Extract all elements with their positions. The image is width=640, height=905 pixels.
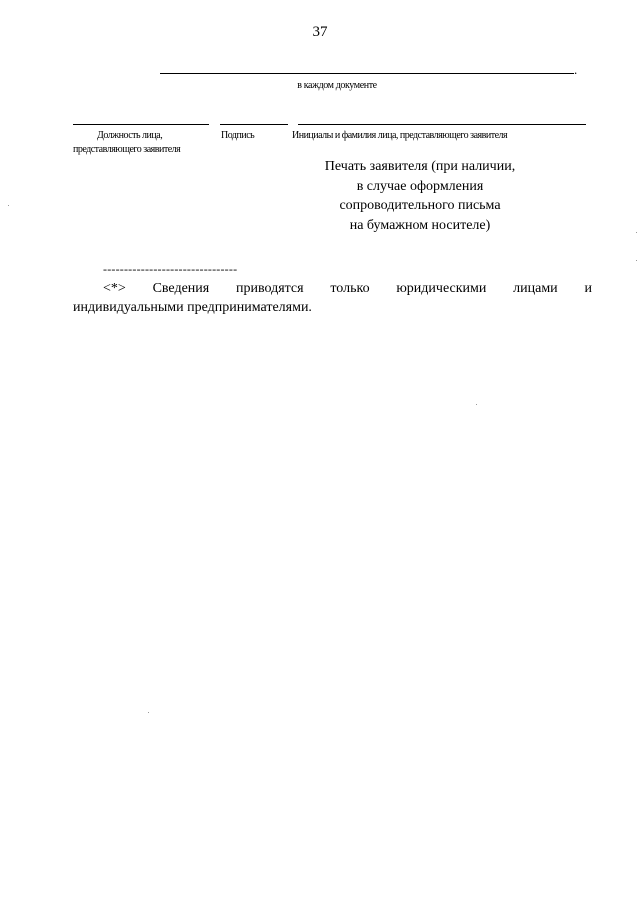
stamp-line-1: Печать заявителя (при наличии, xyxy=(324,159,516,174)
stamp-line-3: сопроводительного письма xyxy=(339,198,501,213)
scan-speck xyxy=(636,260,637,261)
scan-speck xyxy=(8,205,9,206)
footnote-word: Сведения xyxy=(152,281,210,296)
footnote-word: приводятся xyxy=(235,281,304,296)
footnote-line-2: индивидуальными предпринимателями. xyxy=(73,300,312,315)
footnote-word: только xyxy=(330,281,370,296)
signature-label: Подпись xyxy=(221,130,255,141)
footnote-word: юридическими xyxy=(396,281,487,296)
position-signature-line xyxy=(73,124,209,125)
stamp-line-4: на бумажном носителе) xyxy=(349,217,491,233)
signature-line xyxy=(220,124,288,125)
page-number: 37 xyxy=(312,24,328,40)
position-label-line1: Должность лица, xyxy=(97,130,163,141)
position-label xyxy=(73,129,213,157)
footnote-word: <*> xyxy=(103,281,126,296)
top-rule-dot: . xyxy=(574,62,578,77)
footnote-separator: -------------------------------- xyxy=(103,262,238,276)
footnote-word: и xyxy=(584,281,592,296)
each-document-label: в каждом документе xyxy=(297,80,377,91)
footnote-word: лицами xyxy=(513,281,558,296)
scan-speck xyxy=(476,404,477,405)
footnote-line-1 xyxy=(73,279,592,298)
scan-speck xyxy=(148,712,149,713)
scan-speck xyxy=(636,232,637,233)
stamp-line-2: в случае оформления xyxy=(356,178,484,194)
name-label: Инициалы и фамилия лица, представляющего заявителя xyxy=(292,130,508,141)
stamp-block xyxy=(300,157,540,235)
top-rule xyxy=(160,73,574,74)
name-signature-line xyxy=(298,124,586,125)
footnote xyxy=(73,279,592,317)
position-label-line2: представляющего заявителя xyxy=(73,144,181,155)
